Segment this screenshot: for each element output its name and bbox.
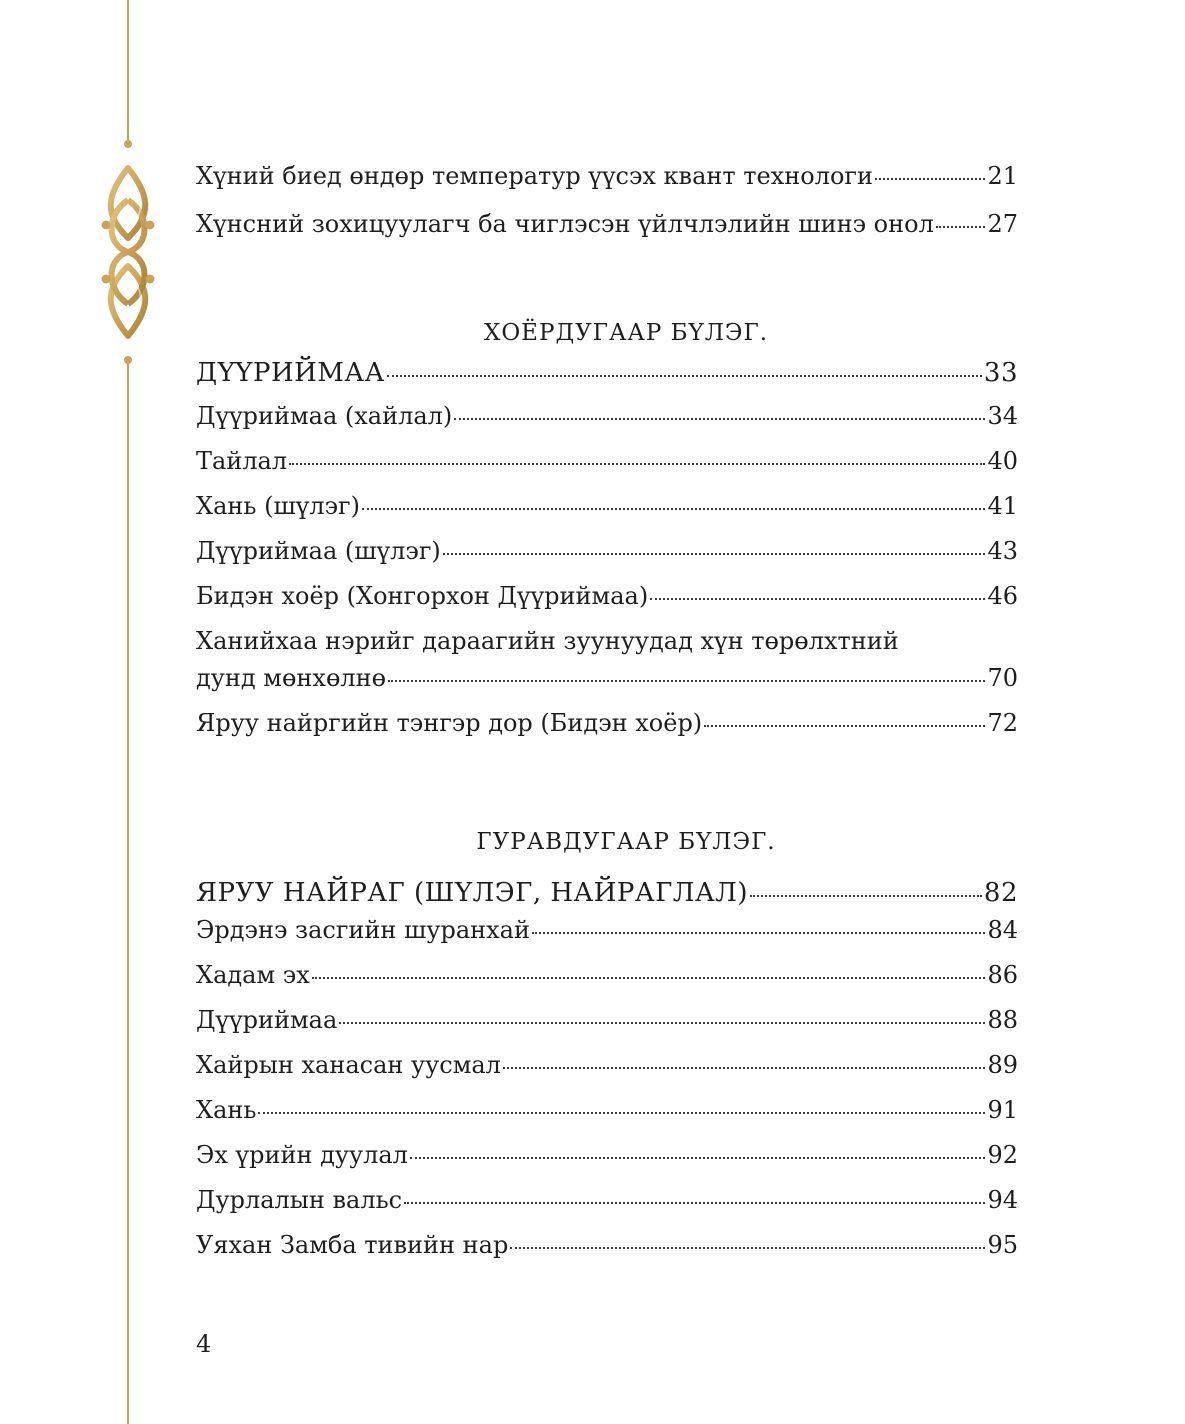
toc-entry-page: 84 — [987, 916, 1018, 944]
toc-entry-title: Хүнсний зохицуулагч ба чиглэсэн үйлчлэлийн шинэ онол — [196, 210, 934, 238]
toc-entry-page: 34 — [987, 402, 1018, 430]
dot-leader — [510, 1247, 985, 1249]
toc-entry-title: Дурлалын вальс — [196, 1186, 403, 1214]
dot-leader — [410, 1157, 986, 1159]
toc-entry-title: Дүүриймаа — [196, 1006, 338, 1034]
toc-entry-title: Хадам эх — [196, 961, 310, 989]
toc-entry[interactable] — [196, 582, 1018, 610]
toc-entry[interactable] — [196, 1051, 1018, 1079]
toc-entry-page: 95 — [987, 1231, 1018, 1259]
toc-entry[interactable] — [196, 961, 1018, 989]
toc-entry-page: 21 — [987, 162, 1018, 190]
dot-leader — [875, 178, 985, 180]
chapter-heading: ГУРАВДУГААР БҮЛЭГ. — [476, 829, 776, 855]
dot-leader — [339, 1022, 985, 1024]
toc-entry-page: 89 — [987, 1051, 1018, 1079]
dot-leader — [503, 1067, 986, 1069]
toc-entry[interactable] — [196, 162, 1018, 190]
toc-entry-page: 82 — [983, 878, 1018, 908]
toc-entry[interactable] — [196, 537, 1018, 565]
toc-entry-page: 86 — [987, 961, 1018, 989]
toc-entry-page: 27 — [987, 210, 1018, 238]
dot-leader — [650, 598, 985, 600]
toc-entry-title: Уяхан Замба тивийн нар — [196, 1231, 509, 1259]
dot-leader — [289, 463, 985, 465]
toc-chapter-entry[interactable] — [196, 358, 1018, 388]
dot-leader — [387, 375, 982, 377]
dot-leader — [454, 418, 985, 420]
toc-entry-title: Яруу найргийн тэнгэр дор (Бидэн хоёр) — [196, 709, 703, 737]
dot-leader — [443, 553, 986, 555]
toc-entry[interactable] — [196, 1231, 1018, 1259]
toc-entry-page: 40 — [987, 447, 1018, 475]
dot-leader — [312, 977, 986, 979]
toc-entry-page: 88 — [987, 1006, 1018, 1034]
toc-entry-page: 91 — [987, 1096, 1018, 1124]
toc-multiline-entry[interactable] — [196, 627, 1018, 692]
dot-leader — [532, 932, 985, 934]
toc-entry-title: Хань (шүлэг) — [196, 492, 360, 520]
dot-leader — [258, 1112, 985, 1114]
dot-leader — [750, 895, 982, 897]
toc-entry-title-line-2: дунд мөнхөлнө — [196, 664, 387, 692]
toc-entry-line-2 — [196, 664, 1018, 692]
toc-entry-title: ЯРУУ НАЙРАГ (ШҮЛЭГ, НАЙРАГЛАЛ) — [196, 878, 749, 908]
toc-entry-title-line-1: Ханийхаа нэрийг дараагийн зуунуудад хүн төрөлхтний — [196, 627, 899, 655]
toc-entry-page: 33 — [983, 358, 1018, 388]
toc-chapter-entry[interactable] — [196, 878, 1018, 908]
toc-entry[interactable] — [196, 210, 1018, 238]
toc-entry-title: Дүүриймаа (шүлэг) — [196, 537, 441, 565]
toc-entry-page: 43 — [987, 537, 1018, 565]
toc-section-3 — [196, 878, 1018, 1259]
toc-entry-title: Дүүриймаа (хайлал) — [196, 402, 453, 430]
toc-entry-title: Хүний биед өндөр температур үүсэх квант технологи — [196, 162, 874, 190]
toc-entry-title: Эрдэнэ засгийн шуранхай — [196, 916, 530, 944]
dot-leader — [936, 226, 986, 228]
toc-entry[interactable] — [196, 1096, 1018, 1124]
toc-entry[interactable] — [196, 1186, 1018, 1214]
toc-section-2 — [196, 358, 1018, 737]
dot-leader — [704, 725, 985, 727]
toc-entry[interactable] — [196, 447, 1018, 475]
toc-entry-title: Хань — [196, 1096, 257, 1124]
toc-entry-page: 70 — [987, 664, 1018, 692]
toc-section-1 — [196, 162, 1018, 238]
toc-entry[interactable] — [196, 916, 1018, 944]
toc-entry-title: Бидэн хоёр (Хонгорхон Дүүриймаа) — [196, 582, 649, 610]
toc-entry-page: 94 — [987, 1186, 1018, 1214]
toc-entry-page: 72 — [987, 709, 1018, 737]
dot-leader — [388, 680, 985, 682]
chapter-heading: ХОЁРДУГААР БҮЛЭГ. — [483, 320, 769, 346]
toc-entry[interactable] — [196, 492, 1018, 520]
toc-entry-page: 92 — [987, 1141, 1018, 1169]
toc-entry-page: 46 — [987, 582, 1018, 610]
toc-entry[interactable] — [196, 709, 1018, 737]
toc-entry[interactable] — [196, 1141, 1018, 1169]
page-number: 4 — [196, 1330, 212, 1358]
toc-entry[interactable] — [196, 402, 1018, 430]
toc-entry-title: Эх үрийн дуулал — [196, 1141, 408, 1169]
toc-entry-page: 41 — [987, 492, 1018, 520]
toc-entry-title: Тайлал — [196, 447, 288, 475]
toc-entry[interactable] — [196, 1006, 1018, 1034]
dot-leader — [404, 1202, 985, 1204]
toc-entry-title: Хайрын ханасан уусмал — [196, 1051, 501, 1079]
toc-entry-title: ДҮҮРИЙМАА — [196, 358, 385, 388]
dot-leader — [362, 508, 986, 510]
